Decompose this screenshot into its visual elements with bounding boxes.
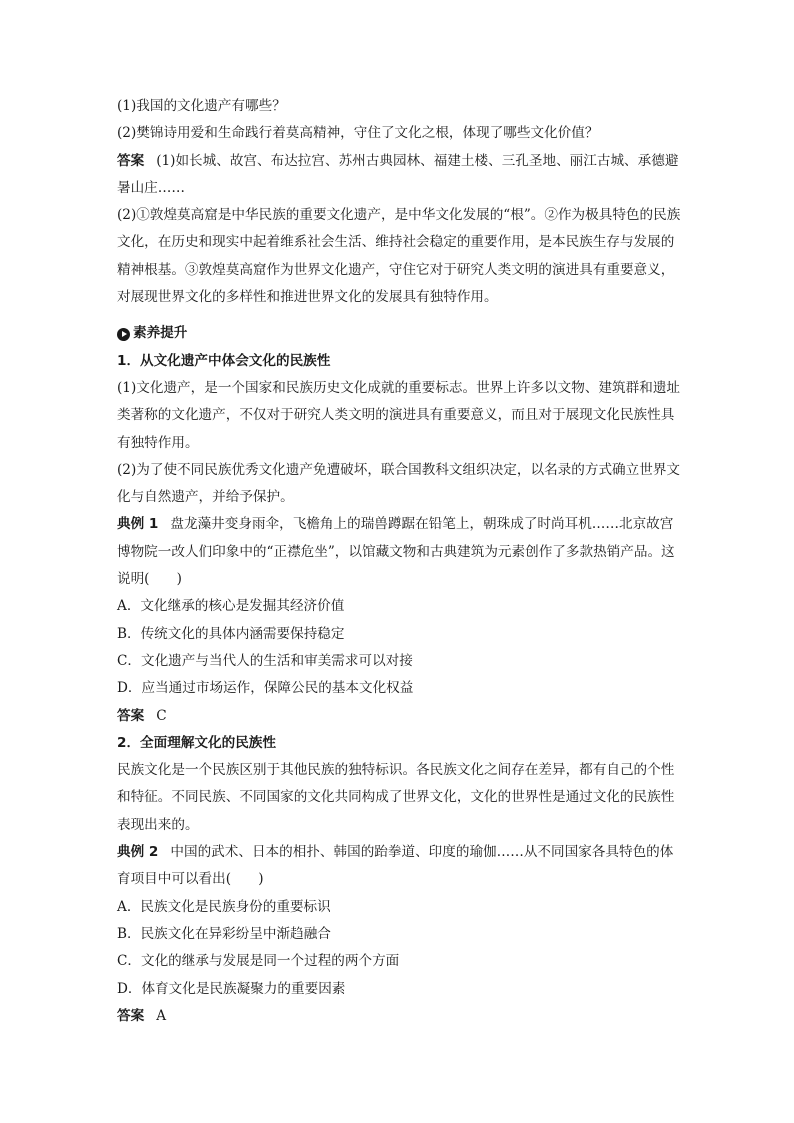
answer-1-text: (1)如长城、故宫、布达拉宫、苏州古典园林、福建土楼、三孔圣地、丽江古城、承德避暑山庄…… [117,152,679,196]
example-1-answer [117,703,682,730]
answer-label: 答案 [117,1007,145,1024]
example-1-option-d: D．应当通过市场运作，保障公民的基本文化权益 [117,680,414,697]
example-2-answer-value: A [156,1007,167,1024]
play-circle-icon [117,328,130,341]
document-body [117,93,682,1030]
question-2: (2)樊锦诗用爱和生命践行着莫高精神，守住了文化之根，体现了哪些文化价值？ [117,125,599,142]
point-1-paragraph-1: (1)文化遗产，是一个国家和民族历史文化成就的重要标志。世界上许多以文物、建筑群和遗址类著称的文化遗产，不仅对于研究人类文明的演进具有重要意义，而且对于展现文化民族性具有独特作用。 [117,379,681,451]
answer-label: 答案 [117,152,145,169]
example-1-option-b: B．传统文化的具体内涵需要保持稳定 [117,625,345,642]
example-1-label: 典例 1 [117,516,159,533]
point-1-paragraph-2: (2)为了使不同民族优秀文化遗产免遭破坏，联合国教科文组织决定，以名录的方式确立世界文化与自然遗产，并给予保护。 [117,461,681,506]
point-2-heading: 2．全面理解文化的民族性 [117,734,276,751]
example-2-option-c: C．文化的继承与发展是同一个过程的两个方面 [117,953,400,970]
example-2-text: 中国的武术、日本的相扑、韩国的跆拳道、印度的瑜伽……从不同国家各具特色的体育项目中可以看出( ) [117,844,674,888]
section-heading [117,320,682,347]
example-2-label: 典例 2 [117,844,159,861]
point-1-heading: 1．从文化遗产中体会文化的民族性 [117,352,331,369]
question-1: (1)我国的文化遗产有哪些？ [117,98,286,114]
example-2-option-d: D．体育文化是民族凝聚力的重要因素 [117,980,346,997]
example-1-answer-value: C [156,707,167,724]
example-1-option-c: C．文化遗产与当代人的生活和审美需求可以对接 [117,652,413,669]
answer-label: 答案 [117,707,145,724]
example-1-text: 盘龙藻井变身雨伞，飞檐角上的瑞兽蹲踞在铅笔上，朝珠成了时尚耳机……北京故宫博物院一改人们印象中的“正襟危坐”，以馆藏文物和古典建筑为元素创作了多款热销产品。这说明( ) [117,516,675,588]
example-1-option-a: A．文化继承的核心是发掘其经济价值 [117,598,345,615]
section-title: 素养提升 [133,325,188,342]
point-2-paragraph-1: 民族文化是一个民族区别于其他民族的独特标识。各民族文化之间存在差异，都有自己的个性和特征。不同民族、不同国家的文化共同构成了世界文化，文化的世界性是通过文化的民族性表现出来的。 [117,762,675,833]
answer-2: (2)①敦煌莫高窟是中华民族的重要文化遗产，是中华文化发展的“根”。②作为极具特色的民族文化，在历史和现实中起着维系社会生活、维持社会稳定的重要作用，是本民族生存与发展的精神根基。③敦煌莫高窟作为世界文化遗产，守住它对于研究人类文明的演进具有重要意义，对展现世界文化的多样性和推进世界文化的发展具有独特作用。 [117,207,681,306]
example-2-answer [117,1003,682,1030]
example-2-option-a: A．民族文化是民族身份的重要标识 [117,898,331,915]
example-1-stem [117,511,682,593]
answer-1 [117,148,682,203]
example-2-stem [117,839,682,894]
example-2-option-b: B．民族文化在异彩纷呈中渐趋融合 [117,925,331,942]
